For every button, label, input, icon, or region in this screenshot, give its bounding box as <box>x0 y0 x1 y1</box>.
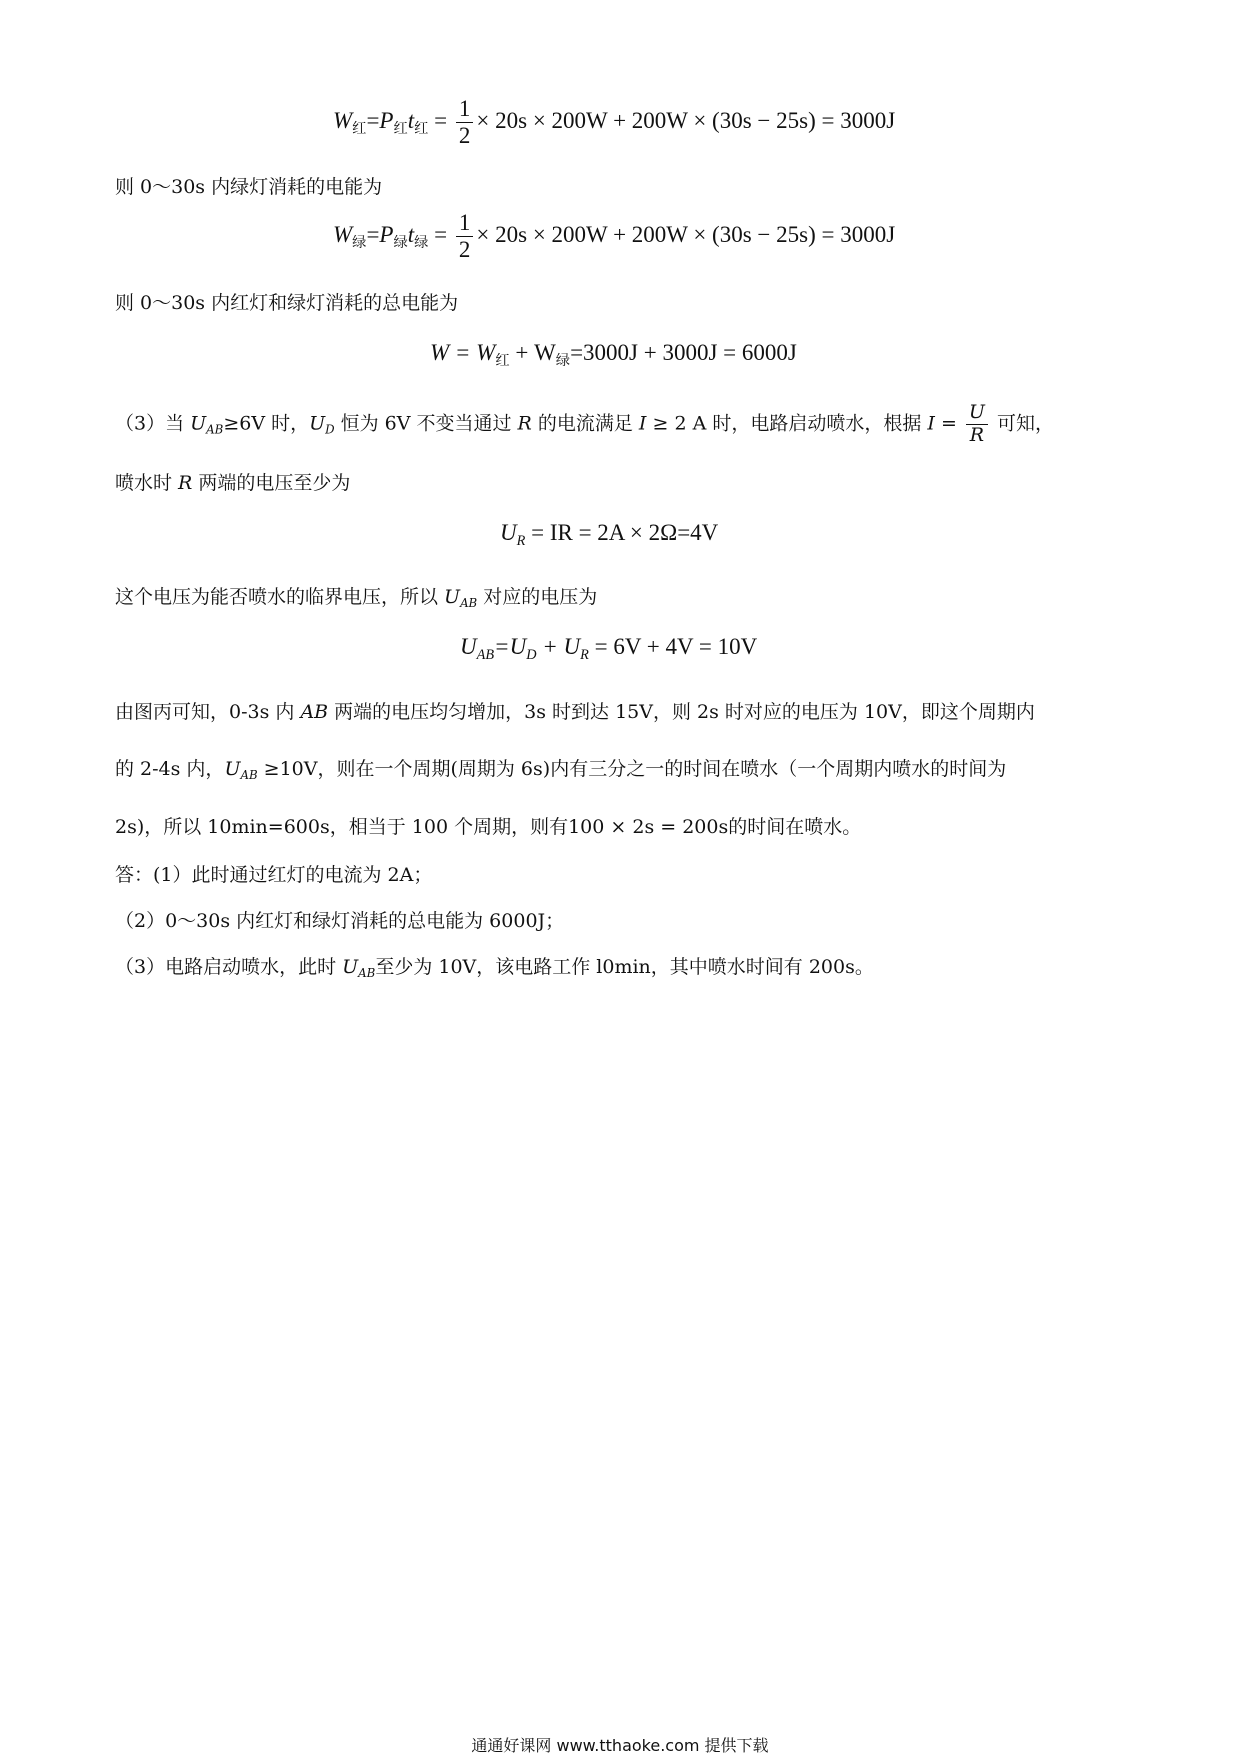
equation-red-energy: $W_红=P_红t_红$ = $\frac{1}{2}$ × 20s × 200W + 200W × (30s − 25s) = 3000J <box>333 96 896 149</box>
text-line-graph-analysis: 由图丙可知，0-3s 内 AB 两端的电压均匀增加，3s 时到达 15V，则 2s 时对应的电压为 10V，即这个周期内 <box>115 701 1035 723</box>
answer-line-1: 答：(1）此时通过红灯的电流为 2A； <box>115 864 433 886</box>
text-line-green-intro: 则 0～30s 内绿灯消耗的电能为 <box>115 176 383 198</box>
text-line-critical-voltage: 这个电压为能否喷水的临界电压，所以 $U_{AB}$ 对应的电压为 <box>115 586 598 611</box>
text-line-period: 的 2-4s 内，$U_{AB} \ge 10V$，则在一个周期(周期为 6s)内有三分之一的时间在喷水（一个周期内喷水的时间为 <box>115 758 1007 783</box>
text-line-total-intro: 则 0～30s 内红灯和绿灯消耗的总电能为 <box>115 292 459 314</box>
text-line-total-time: 2s)，所以 10min=600s，相当于 100 个周期，则有100 × 2s = 200s的时间在喷水。 <box>115 816 862 838</box>
answer-line-3: （3）电路启动喷水，此时 $U_{AB}$至少为 10V，该电路工作 l0min，其中喷水时间有 200s。 <box>115 956 874 981</box>
equation-ab-voltage: $U_{AB}=U_D + U_R = 6V + 4V = 10V$ <box>460 634 758 663</box>
text-line-spray-voltage: 喷水时 R 两端的电压至少为 <box>115 472 351 494</box>
equation-total-energy: $W = W_红 + W_绿=3000J + 3000J = 6000J$ <box>430 340 797 369</box>
text-line-part3: （3）当 $U_{AB}\ge 6V$ 时，$U_D$ 恒为 6V 不变当通过 R 的电流满足 I ≥ 2 A 时，电路启动喷水，根据 I = $\frac{U}{R}$ 可知， <box>115 401 1054 446</box>
answer-line-2: （2）0～30s 内红灯和绿灯消耗的总电能为 6000J； <box>115 910 565 932</box>
page-footer: 通通好课网 www.tthaoke.com 提供下载 <box>471 1736 769 1755</box>
equation-resistor-voltage: $U_R$ = IR = 2A × 2Ω=4V <box>500 520 719 549</box>
equation-green-energy: $W_绿=P_绿t_绿$ = $\frac{1}{2}$ × 20s × 200W + 200W × (30s − 25s) = 3000J <box>333 210 896 263</box>
